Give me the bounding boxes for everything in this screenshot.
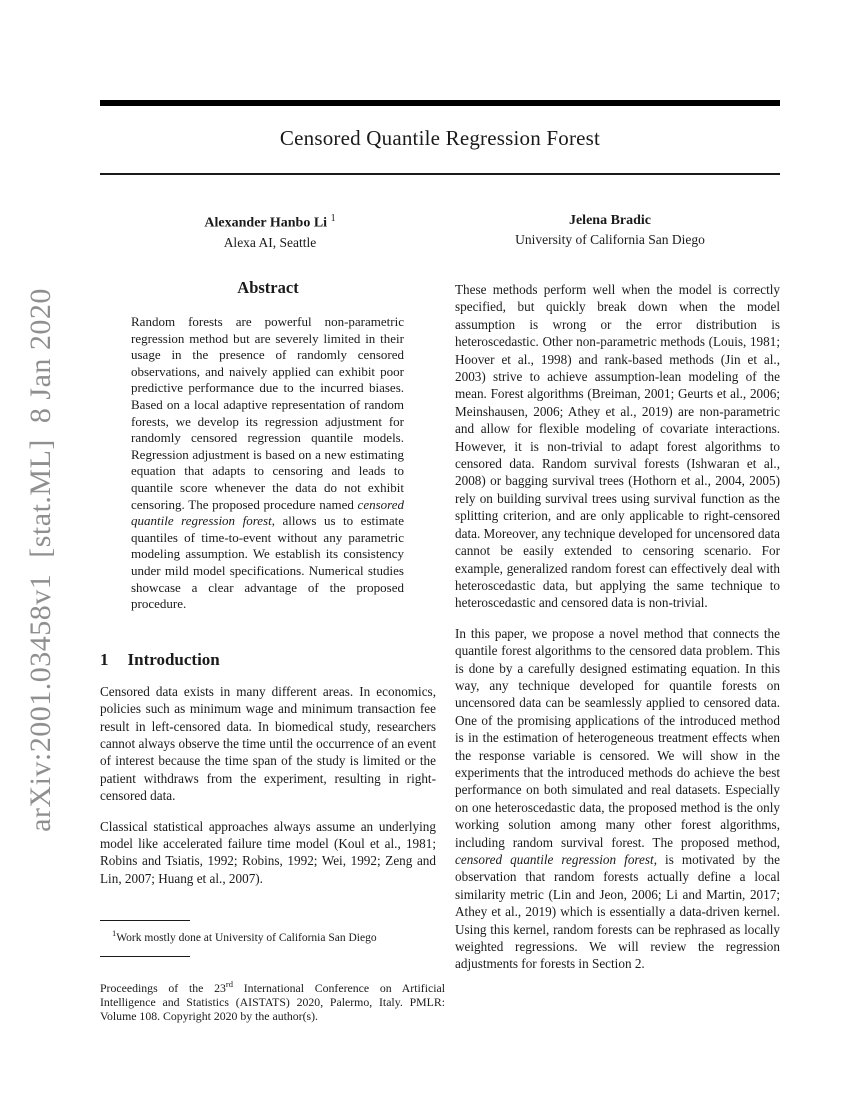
author-2-affiliation: University of California San Diego [515, 232, 705, 247]
left-column [100, 278, 436, 887]
abstract-part1: Random forests are powerful non-parametric regression method but are severely limited in their usage in the presence of randomly censored observations, and naively applied can exhibit poor predictive performance due to the incurred biases. Based on a local adaptive representation of random forests, we develop its regression adjustment for randomly censored regression quantile models. Regression adjustment is based on a new estimating equation that adapts to censoring and leads to quantile score whenever the data do not exhibit censoring. The proposed procedure named [131, 314, 404, 512]
title-rule [100, 173, 780, 175]
section-1-number: 1 [100, 649, 109, 669]
footer-ordinal-sup: rd [225, 979, 234, 989]
footnote-mark: 1 [112, 928, 117, 938]
intro-paragraph-2: Classical statistical approaches always assume an underlying model like accelerated failure time model (Koul et al., 1981; Robins and Tsiatis, 1992; Robins, 1992; Wei, 1992; Zeng and Lin, 2007; Huang et al., 2007). [100, 818, 436, 886]
section-1-heading [100, 650, 436, 670]
author-1-name [100, 213, 440, 232]
author-1-affiliation: Alexa AI, Seattle [223, 234, 317, 250]
right-paragraph-2-part1: In this paper, we propose a novel method that connects the quantile forest algorithms to the censored data problem. This is done by a carefully designed estimating equation. In this way, any technique developed for quantile forests on uncensored data can be seamlessly applied to censored data. One of the promising applications of the introduced method is in the estimation of heterogeneous treatment effects when the response variable is censored. We will show in the experiments that the introduced methods do achieve the best performance on both simulated and real datasets. Especially on one heteroscedastic data, the proposed method is the only working solution among many other forest algorithms, including random survival forest. The proposed method, [455, 625, 780, 850]
author-block-1 [100, 213, 440, 251]
conference-footer [100, 956, 445, 1023]
author-block-2 [440, 213, 780, 248]
right-paragraph-1: These methods perform well when the model is correctly specified, but quickly break down when the model assumption is wrong or the error distribution is heteroscedastic. Other non-parametric methods (Louis, 1981; Hoover et al., 1998) and rank-based methods (Jin et al., 2003) strive to achieve assumption-lean modeling of the mean. Forest algorithms (Breiman, 2001; Geurts et al., 2006; Meinshausen, 2006; Athey et al., 2019) are non-parametric and allow for flexible modeling of covariate interactions. However, it is non-trivial to adapt forest algorithms to censored data. Random survival forests (Ishwaran et al., 2008) or bagging survival trees (Hothorn et al., 2004, 2005) rely on building survival trees using survival function as the splitting criterion, and are only applicable to right-censored data. Moreover, any technique developed for uncensored data cannot be easily extended to censoring scenario. For example, generalized random forest can effectively deal with heteroscedastic data, but applying the same technique to heteroscedastic and censored data is non-trivial. [455, 282, 780, 611]
footer-part2: International Conference on Artificial Intelligence and Statistics (AISTATS) 2020, Palermo, Italy. PMLR: Volume 108. Copyright 2020 by the author(s). [100, 980, 445, 1023]
abstract-text [131, 314, 404, 613]
right-paragraph-2-part2: , is motivated by the observation that random forests actually define a local similarity metric (Lin and Jeon, 2006; Li and Martin, 2017; Athey et al., 2019) which is essentially a data-driven kernel. Using this kernel, random forests can be rephrased as locally weighted regressions. We will review the regression adjustments for forests in Section 2. [455, 852, 780, 972]
footnote-text [100, 926, 436, 945]
arxiv-watermark: arXiv:2001.03458v1 [stat.ML] 8 Jan 2020 [24, 288, 57, 832]
paper-title: Censored Quantile Regression Forest [279, 126, 601, 150]
author-2-name: Jelena Bradic [568, 213, 652, 228]
footer-text [100, 978, 445, 1023]
section-1-title: Introduction [127, 649, 220, 669]
footer-rule [100, 956, 190, 957]
abstract-method-name-italic: censored quantile regression forest [131, 496, 404, 529]
author-1-footnote-mark: 1 [330, 213, 336, 224]
abstract-part2: , allows us to estimate quantiles of time-to-event without any parametric modeling assumption. We establish its consistency under mild model specifications. Numerical studies showcase a clear advantage of the proposed procedure. [131, 513, 404, 612]
right-paragraph-2-method-name-italic: censored quantile regression forest [455, 852, 654, 867]
author-1-name-text: Alexander Hanbo Li [204, 215, 328, 231]
footnote-body: Work mostly done at University of California San Diego [116, 931, 377, 944]
right-column [455, 278, 780, 973]
footnote-rule [100, 920, 190, 921]
right-paragraph-2 [455, 625, 780, 973]
top-rule [100, 100, 780, 106]
abstract-heading: Abstract [237, 278, 299, 297]
intro-paragraph-1: Censored data exists in many different areas. In economics, policies such as minimum wage and minimum transaction fee result in left-censored data. In biomedical study, researchers cannot always observe the time until the occurrence of an event of interest because the time span of the study is limited or the patient withdraws from the experiment, resulting in right-censored data. [100, 683, 436, 804]
footer-part1: Proceedings of the 23 [100, 980, 226, 995]
footnote-block [100, 920, 436, 945]
